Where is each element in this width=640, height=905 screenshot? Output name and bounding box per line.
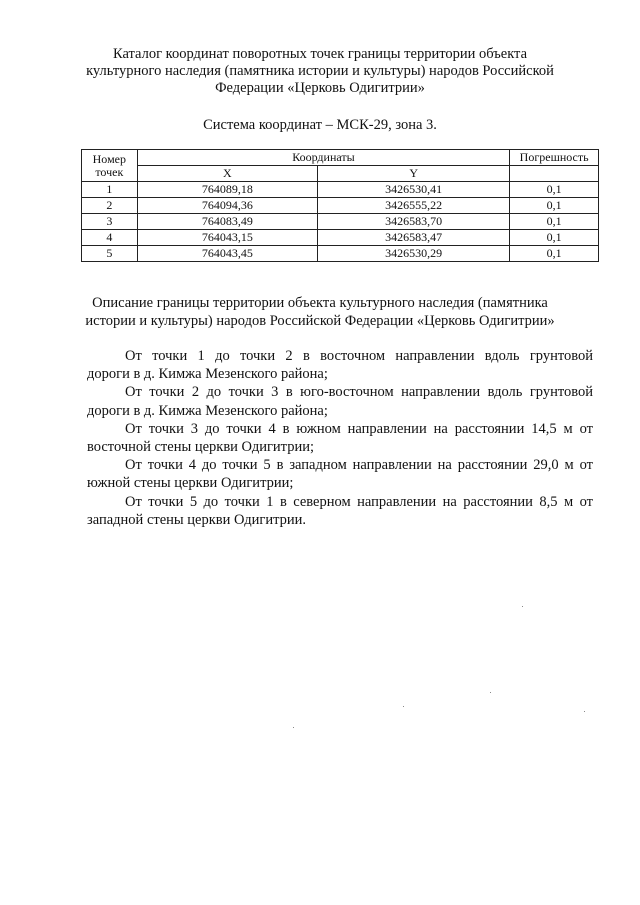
paragraph-line: дороги в д. Кимжа Мезенского района; — [87, 366, 328, 383]
coordinate-system: Система координат – МСК-29, зона 3. — [203, 117, 437, 133]
table-subheader-row — [82, 166, 599, 182]
cell-error: 0,1 — [510, 182, 599, 198]
table-row — [82, 246, 599, 262]
scan-speck — [522, 606, 523, 607]
table-row — [82, 230, 599, 246]
cell-point-number: 2 — [82, 198, 138, 214]
table-row — [82, 182, 599, 198]
description-paragraph — [87, 347, 593, 383]
scan-speck — [584, 711, 585, 712]
paragraph-line: От точки 2 до точки 3 в юго-восточном направлении вдоль грунтовой — [125, 384, 593, 401]
table-header-row — [82, 150, 599, 166]
cell-y: 3426555,22 — [318, 198, 510, 214]
cell-point-number: 4 — [82, 230, 138, 246]
paragraph-line: западной стены церкви Одигитрии. — [87, 511, 307, 528]
catalog-title-line: культурного наследия (памятника истории и культуры) народов Российской — [86, 63, 554, 79]
boundary-description — [87, 347, 593, 529]
header-x: X — [137, 166, 317, 182]
cell-error: 0,1 — [510, 214, 599, 230]
cell-error: 0,1 — [510, 246, 599, 262]
scan-speck — [293, 727, 294, 728]
header-point-number — [82, 150, 138, 182]
cell-x: 764083,49 — [137, 214, 317, 230]
description-paragraph — [87, 420, 593, 456]
description-title — [60, 294, 580, 330]
cell-x: 764043,45 — [137, 246, 317, 262]
header-error: Погрешность — [510, 150, 599, 166]
paragraph-line: дороги в д. Кимжа Мезенского района; — [87, 402, 328, 419]
paragraph-line: южной стены церкви Одигитрии; — [87, 475, 294, 492]
description-paragraph — [87, 383, 593, 419]
header-point-number-line: Номер — [92, 151, 126, 166]
header-error-empty — [510, 166, 599, 182]
paragraph-line: От точки 3 до точки 4 в южном направлении на расстоянии 14,5 м от — [125, 420, 593, 437]
cell-error: 0,1 — [510, 230, 599, 246]
paragraph-line: От точки 4 до точки 5 в западном направлении на расстоянии 29,0 м от — [125, 457, 593, 474]
paragraph-line: От точки 5 до точки 1 в северном направлении на расстоянии 8,5 м от — [125, 493, 593, 510]
paragraph-line: восточной стены церкви Одигитрии; — [87, 439, 314, 456]
cell-y: 3426530,41 — [318, 182, 510, 198]
description-title-line: Описание границы территории объекта культурного наследия (памятника — [92, 295, 548, 311]
cell-x: 764094,36 — [137, 198, 317, 214]
cell-point-number: 1 — [82, 182, 138, 198]
header-y: Y — [318, 166, 510, 182]
table-row — [82, 214, 599, 230]
cell-error: 0,1 — [510, 198, 599, 214]
cell-y: 3426583,70 — [318, 214, 510, 230]
header-point-number-line: точек — [95, 164, 124, 179]
catalog-title — [60, 46, 580, 97]
catalog-title-line: Федерации «Церковь Одигитрии» — [215, 80, 425, 96]
description-paragraph — [87, 493, 593, 529]
catalog-title-line: Каталог координат поворотных точек границы территории объекта — [112, 46, 527, 62]
scan-speck — [490, 692, 491, 693]
cell-point-number: 3 — [82, 214, 138, 230]
scan-speck — [403, 706, 404, 707]
cell-y: 3426583,47 — [318, 230, 510, 246]
table-row — [82, 198, 599, 214]
description-title-line: истории и культуры) народов Российской Федерации «Церковь Одигитрии» — [85, 313, 555, 329]
description-paragraph — [87, 456, 593, 492]
cell-y: 3426530,29 — [318, 246, 510, 262]
cell-x: 764043,15 — [137, 230, 317, 246]
cell-point-number: 5 — [82, 246, 138, 262]
paragraph-line: От точки 1 до точки 2 в восточном направлении вдоль грунтовой — [125, 348, 593, 364]
coordinates-table — [81, 149, 599, 262]
header-coordinates: Координаты — [137, 150, 510, 166]
cell-x: 764089,18 — [137, 182, 317, 198]
